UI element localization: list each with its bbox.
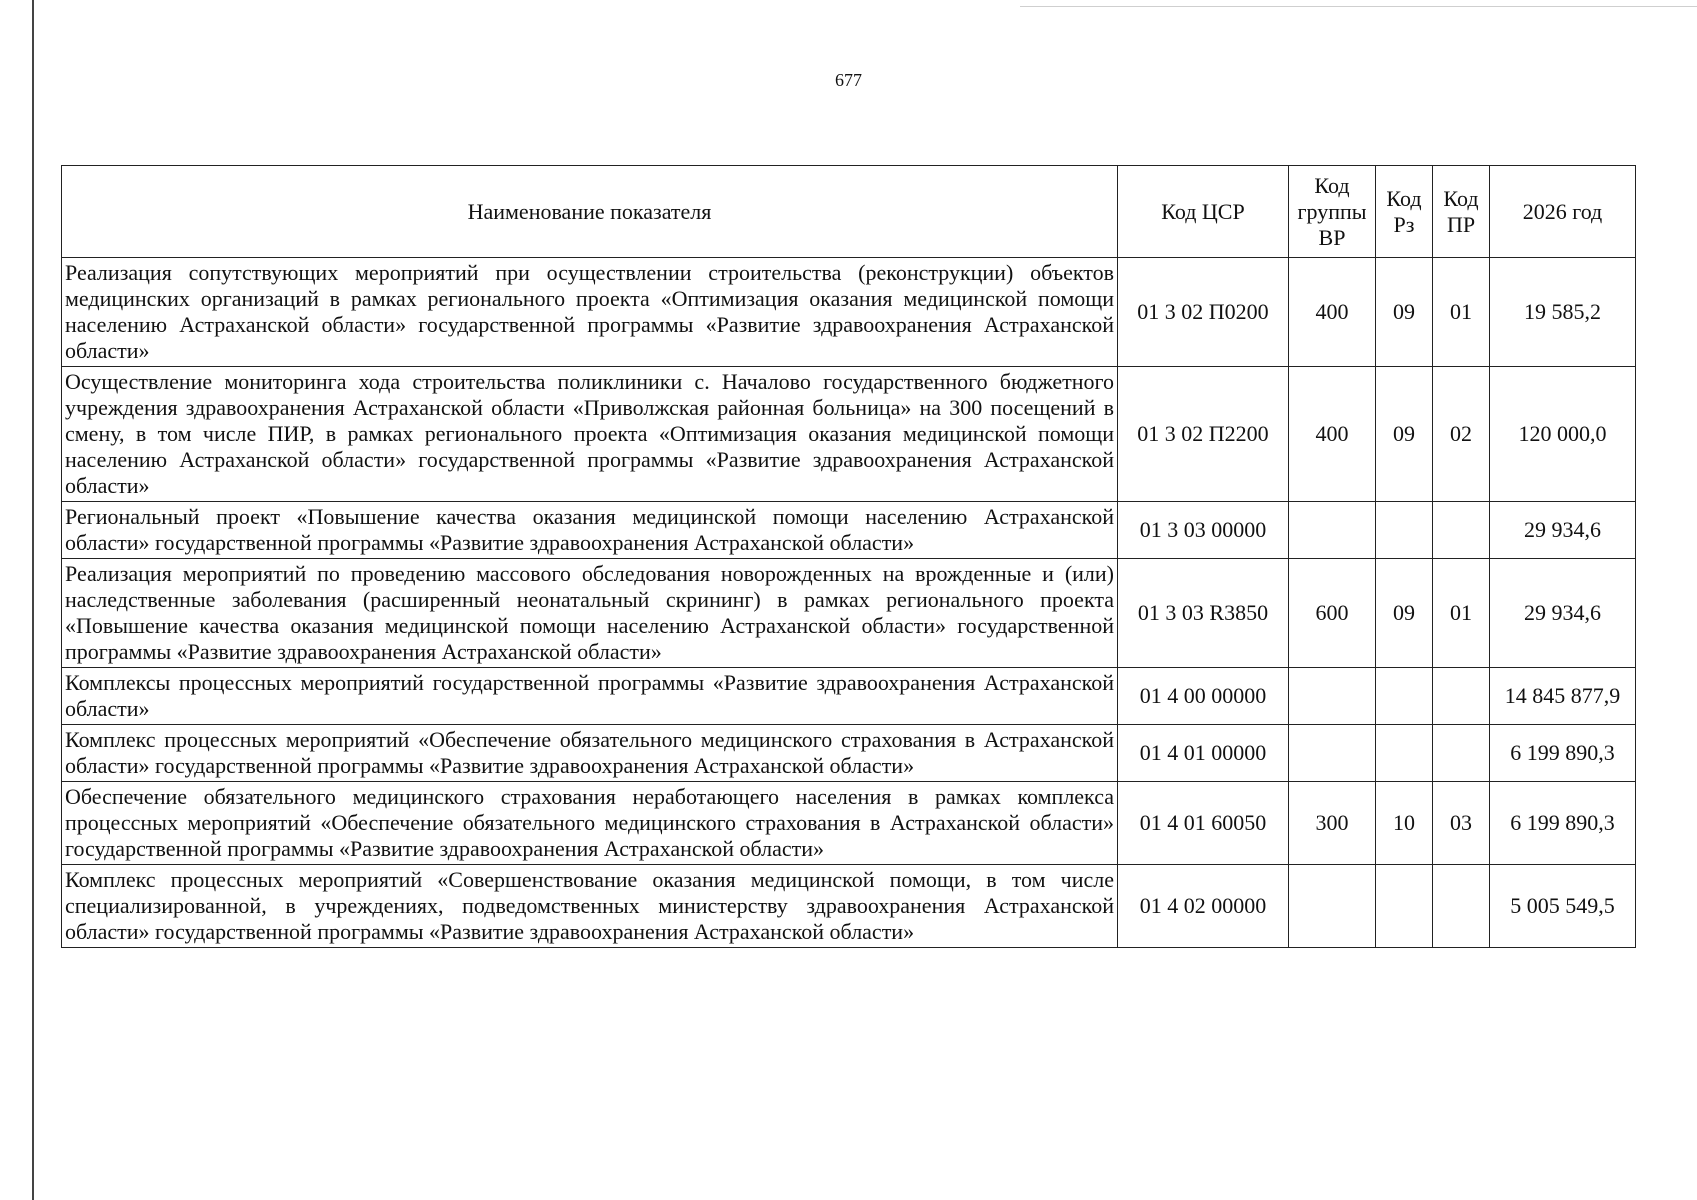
table-row (62, 502, 1636, 559)
scan-left-edge (32, 0, 34, 1200)
row-name: Комплекс процессных мероприятий «Обеспечение обязательного медицинского страхования в Астраханской области» государственной программы «Развитие здравоохранения Астраханской области» (62, 725, 1118, 782)
table-row (62, 725, 1636, 782)
row-rz-code (1376, 668, 1433, 725)
table-row (62, 559, 1636, 668)
header-name: Наименование показателя (62, 166, 1118, 258)
row-vr-code: 400 (1289, 258, 1376, 367)
row-csr-code: 01 4 01 00000 (1118, 725, 1289, 782)
row-rz-code: 09 (1376, 258, 1433, 367)
row-amount-2026: 29 934,6 (1490, 502, 1636, 559)
row-amount-2026: 29 934,6 (1490, 559, 1636, 668)
budget-table (61, 165, 1636, 948)
page-number: 677 (835, 70, 862, 90)
row-pr-code (1433, 865, 1490, 948)
row-vr-code: 600 (1289, 559, 1376, 668)
header-year: 2026 год (1490, 166, 1636, 258)
header-pr: Код ПР (1433, 166, 1490, 258)
row-pr-code (1433, 502, 1490, 559)
row-rz-code (1376, 865, 1433, 948)
row-amount-2026: 19 585,2 (1490, 258, 1636, 367)
row-pr-code: 02 (1433, 367, 1490, 502)
row-csr-code: 01 4 02 00000 (1118, 865, 1289, 948)
table-header-row (62, 166, 1636, 258)
header-rz: Код Рз (1376, 166, 1433, 258)
row-pr-code: 01 (1433, 559, 1490, 668)
row-csr-code: 01 4 01 60050 (1118, 782, 1289, 865)
row-amount-2026: 120 000,0 (1490, 367, 1636, 502)
row-rz-code (1376, 725, 1433, 782)
table-row (62, 782, 1636, 865)
row-vr-code (1289, 668, 1376, 725)
table-row (62, 865, 1636, 948)
row-csr-code: 01 3 03 R3850 (1118, 559, 1289, 668)
row-vr-code: 400 (1289, 367, 1376, 502)
row-name: Комплексы процессных мероприятий государственной программы «Развитие здравоохранения Астраханской области» (62, 668, 1118, 725)
row-name: Реализация сопутствующих мероприятий при осуществлении строительства (реконструкции) объектов медицинских организаций в рамках регионального проекта «Оптимизация оказания медицинской помощи населению Астраханской области» государственной программы «Развитие здравоохранения Астраханской области» (62, 258, 1118, 367)
row-vr-code (1289, 865, 1376, 948)
row-pr-code (1433, 668, 1490, 725)
row-csr-code: 01 4 00 00000 (1118, 668, 1289, 725)
row-name: Обеспечение обязательного медицинского страхования неработающего населения в рамках комплекса процессных мероприятий «Обеспечение обязательного медицинского страхования в Астраханской области» государственной программы «Развитие здравоохранения Астраханской области» (62, 782, 1118, 865)
table-row (62, 258, 1636, 367)
row-pr-code: 03 (1433, 782, 1490, 865)
row-csr-code: 01 3 03 00000 (1118, 502, 1289, 559)
row-vr-code: 300 (1289, 782, 1376, 865)
row-rz-code: 09 (1376, 559, 1433, 668)
row-name: Осуществление мониторинга хода строительства поликлиники с. Началово государственного бюджетного учреждения здравоохранения Астраханской области «Приволжская районная больница» на 300 посещений в смену, в том числе ПИР, в рамках регионального проекта «Оптимизация оказания медицинской помощи населению Астраханской области» государственной программы «Развитие здравоохранения Астраханской области» (62, 367, 1118, 502)
scan-top-edge (1020, 6, 1697, 7)
row-vr-code (1289, 725, 1376, 782)
row-csr-code: 01 3 02 П2200 (1118, 367, 1289, 502)
row-vr-code (1289, 502, 1376, 559)
row-rz-code: 10 (1376, 782, 1433, 865)
row-pr-code (1433, 725, 1490, 782)
table-row (62, 668, 1636, 725)
row-amount-2026: 6 199 890,3 (1490, 725, 1636, 782)
row-name: Региональный проект «Повышение качества оказания медицинской помощи населению Астраханской области» государственной программы «Развитие здравоохранения Астраханской области» (62, 502, 1118, 559)
table-row (62, 367, 1636, 502)
row-amount-2026: 14 845 877,9 (1490, 668, 1636, 725)
header-vr: Код группы ВР (1289, 166, 1376, 258)
row-pr-code: 01 (1433, 258, 1490, 367)
row-name: Комплекс процессных мероприятий «Совершенствование оказания медицинской помощи, в том числе специализированной, в учреждениях, подведомственных министерству здравоохранения Астраханской области» государственной программы «Развитие здравоохранения Астраханской области» (62, 865, 1118, 948)
row-rz-code: 09 (1376, 367, 1433, 502)
row-amount-2026: 6 199 890,3 (1490, 782, 1636, 865)
row-amount-2026: 5 005 549,5 (1490, 865, 1636, 948)
header-csr: Код ЦСР (1118, 166, 1289, 258)
row-rz-code (1376, 502, 1433, 559)
row-name: Реализация мероприятий по проведению массового обследования новорожденных на врожденные и (или) наследственные заболевания (расширенный неонатальный скрининг) в рамках регионального проекта «Повышение качества оказания медицинской помощи населению Астраханской области» государственной программы «Развитие здравоохранения Астраханской области» (62, 559, 1118, 668)
row-csr-code: 01 3 02 П0200 (1118, 258, 1289, 367)
